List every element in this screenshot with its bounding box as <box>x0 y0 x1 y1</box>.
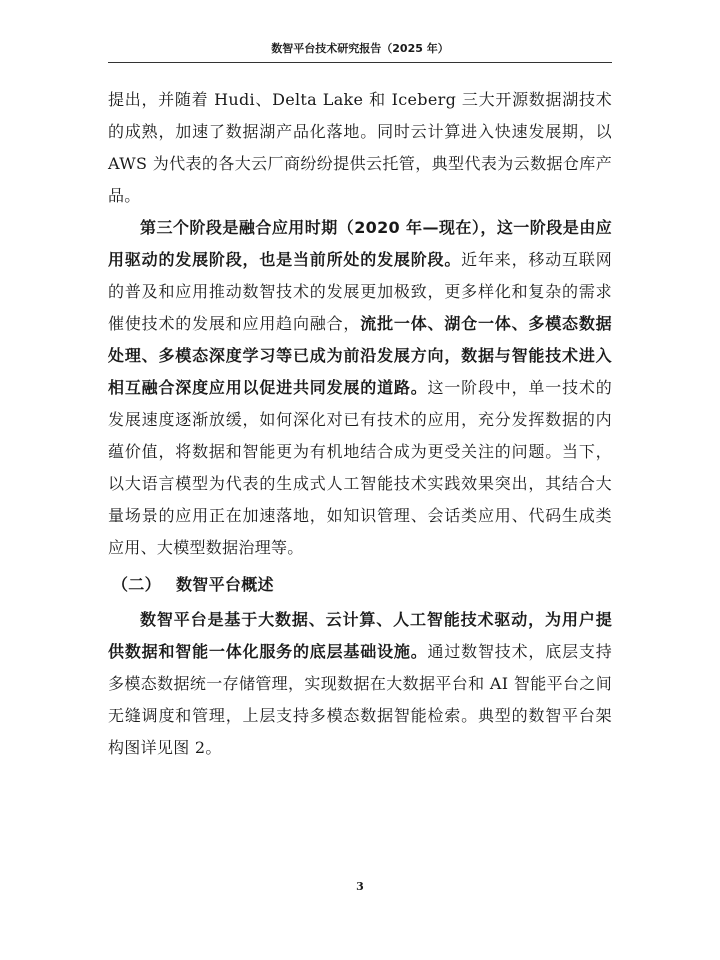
paragraph-3-text-1: 通过数智技术，底层支持多模态数据统一存储管理，实现数据在大数据平台和 AI 智能平台之间无缝调度和管理，上层支持多模态数据智能检索。典型的数智平台架构图详见图 2。 <box>108 642 612 757</box>
page-number: 3 <box>356 880 364 893</box>
paragraph-3-bold-1: 数智平台是基于大数据、云计算、人工智能技术驱动，为用户提供数据和智能一体化服务的底层基础设施。 <box>108 610 612 661</box>
page-header: 数智平台技术研究报告（2025 年） <box>108 40 612 63</box>
paragraph-2-text-2: 这一阶段中，单一技术的发展速度逐渐放缓，如何深化对已有技术的应用，充分发挥数据的内蕴价值，将数据和智能更为有机地结合成为更受关注的问题。当下，以大语言模型为代表的生成式人工智能技术实践效果突出，其结合大量场景的应用正在加速落地，如知识管理、会话类应用、代码生成类应用、大模型数据治理等。 <box>108 378 612 557</box>
section-heading <box>108 570 612 600</box>
paragraph-1: 提出，并随着 Hudi、Delta Lake 和 Iceberg 三大开源数据湖技术的成熟，加速了数据湖产品化落地。同时云计算进入快速发展期，以 AWS 为代表的各大云厂商纷纷提供云托管，典型代表为云数据仓库产品。 <box>108 90 612 205</box>
paragraph-2 <box>108 212 612 564</box>
paragraph-2-bold-1: 第三个阶段是融合应用时期（2020 年—现在），这一阶段是由应用驱动的发展阶段，也是当前所处的发展阶段。 <box>108 218 612 269</box>
paragraph-2-bold-2: 流批一体、湖仓一体、多模态数据处理、多模态深度学习等已成为前沿发展方向，数据与智能技术进入相互融合深度应用以促进共同发展的道路。 <box>108 314 612 397</box>
body-text <box>108 84 612 764</box>
section-number: （二） <box>112 575 161 594</box>
section-title: 数智平台概述 <box>176 575 274 594</box>
paragraph-2-text-1: 近年来，移动互联网的普及和应用推动数智技术的发展更加极致，更多样化和复杂的需求催使技术的发展和应用趋向融合， <box>108 250 612 333</box>
paragraph-3 <box>108 604 612 764</box>
